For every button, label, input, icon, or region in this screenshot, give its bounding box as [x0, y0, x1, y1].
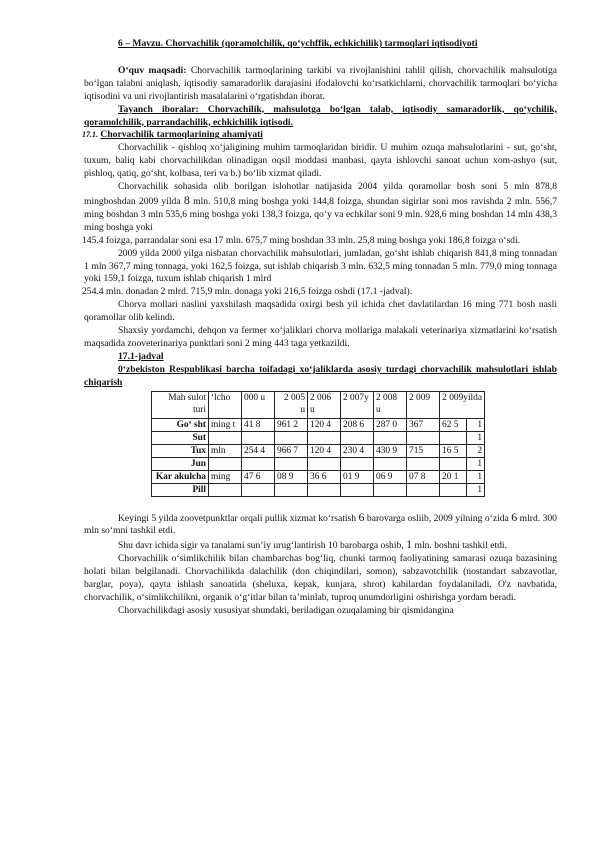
table-row: [152, 418, 485, 431]
table-cell: [242, 431, 275, 444]
table-cell: [242, 418, 275, 431]
table-cell: [374, 483, 407, 496]
paragraph-2-continued: 145.4 foizga, parrandalar soni esa 17 mln. 675,7 ming boshdan 33 mln. 25,8 ming boshga yoki 186,8 foizga o‘sdi.: [82, 234, 521, 246]
section-title: Chorvachilik tarmoqlarining ahamiyati: [100, 129, 263, 141]
table-cell-text: Go‘ sht: [176, 419, 206, 430]
paragraph-3-continued: 254.4 mln. donadan 2 mlrd. 715,9 mln. donaga yoki 216,5 foizga oshdi (17.1 -jadval).: [82, 286, 413, 298]
table-cell-text: 120 4: [310, 445, 332, 456]
table-cell: [341, 457, 374, 470]
table-header-row: [152, 391, 485, 418]
paragraph-6-text-b: barovarga osliib, 2009 yilning o‘zida: [364, 512, 512, 524]
table-cell-text: 230 4: [343, 445, 365, 456]
table-cell: [407, 470, 440, 483]
paragraph-5: Shaxsiy yordamchi, dehqon va fermer xo‘jaliklari chorva mollariga malakali veterinariya xizmatlarini ko‘rsatish maqsadida zooveterinariya punktlari soni 2 ming 443 taga yetkazildi.: [84, 325, 557, 349]
table-cell: [308, 418, 341, 431]
paragraph-4: Chorva mollari naslini yaxshilash maqsadida oxirgi besh yil ichida chet davlatilardan 16 ming 771 bosh nasli qoramollar olib kelindi.: [84, 299, 557, 324]
table-cell: [275, 457, 308, 470]
table-cell: [209, 470, 242, 483]
table-cell: [275, 431, 308, 444]
table-cell: [308, 483, 341, 496]
table-row: [152, 470, 485, 483]
table-cell: [275, 483, 308, 496]
table-cell-text: Tux: [190, 445, 206, 456]
table-cell-text: Pill: [192, 484, 206, 495]
paragraph-8: Chorvachilik o‘simlikchilik bilan chambarchas bog‘liq, chunki tarmoq faoliyatining samarasi ozuqa bazasining holati bilan belgilanadi. Chorvachilikda dalachilik (don chiqindilari, somon), sabzavotchilik (nostandart sabzavotlar, barglar, poya), qayta ishlash sanoatida (sheluxa, kepak, kunjara, shrot) kabilardan foydalaniladi. O'z navbatida, chorvachilik, o‘simlikchilikni, organik o‘g‘itlar bilan ta’minlab, tuproq unumdorligini oshirishga yordam beradi.: [84, 553, 557, 603]
table-cell: [407, 483, 440, 496]
table-cell-text: 120 4: [310, 419, 332, 430]
table-cell: [467, 431, 485, 444]
table-cell: [467, 444, 485, 457]
table-cell-text: 2: [477, 445, 482, 456]
table-cell: [308, 444, 341, 457]
table-cell-text: 36 6: [310, 471, 327, 482]
paragraph-6-number: 6: [358, 509, 365, 524]
table-row: [152, 431, 485, 444]
table-cell: [209, 418, 242, 431]
table-cell-text: 1: [477, 484, 482, 495]
table-cell-text: 430 9: [376, 445, 398, 456]
goal-label: O‘quv maqsadi:: [118, 64, 187, 76]
table-cell: [467, 457, 485, 470]
table-cell-text: 1: [477, 432, 482, 443]
table-label: 17.1-jadval: [118, 350, 164, 362]
paragraph-6-text-a: Keyingi 5 yilda zoovetpunktlar orqali pullik xizmat ko‘rsatish: [118, 512, 359, 524]
table-header-cell: ‘lcho: [209, 391, 242, 418]
table-cell: [440, 418, 467, 431]
paragraph-7-number: 1: [406, 537, 413, 552]
table-cell: [467, 470, 485, 483]
table-cell: [440, 457, 467, 470]
table-cell: [341, 470, 374, 483]
table-cell: [467, 483, 485, 496]
section-number: 17.1.: [82, 130, 98, 140]
document-page: [84, 38, 557, 618]
table-cell: [275, 418, 308, 431]
table-cell: [374, 470, 407, 483]
section-heading: [82, 129, 557, 142]
table-header-cell: 2 009yilda: [440, 391, 485, 418]
table-cell: [341, 444, 374, 457]
table-cell-text: 1: [477, 471, 482, 482]
table-cell-text: Jun: [190, 458, 206, 469]
table-cell: [467, 418, 485, 431]
table-row: [152, 483, 485, 496]
table-header-cell: 2 006 u: [308, 391, 341, 418]
table-cell: [152, 470, 209, 483]
table-cell: [374, 418, 407, 431]
paragraph-3: 2009 yilda 2000 yilga nisbatan chorvachilik mahsulotlari, jumladan, go‘sht ishlab chiqarish 841,8 ming tonnadan 1 mln 367,7 ming tonnaga, yoki 162,5 foizga, sut ishlab chiqarish 3 mln. 632,5 ming tonnadan 5 mln. 779,0 ming tonnaga yoki 159,1 foizga, tuxum ishlab chiqarish 1 mlrd: [84, 247, 557, 285]
table-cell-text: 1: [477, 419, 482, 430]
keywords: Tayanch iboralar: Chorvachilik, mahsulotga bo‘lgan talab, iqtisodiy samaradorlik, qo‘ychilik, qoramolchilik, parrandachilik, echkichilik iqtisodi.: [84, 103, 557, 128]
table-cell: [440, 470, 467, 483]
table-cell: [374, 444, 407, 457]
table-header-cell: 2 005 u: [275, 391, 308, 418]
paragraph-2: [84, 181, 557, 235]
table-cell-text: 961 2: [277, 419, 299, 430]
table-cell-text: 287 0: [376, 419, 398, 430]
table-cell: [209, 483, 242, 496]
paragraph-7: [84, 538, 557, 553]
table-cell-text: 47 6: [244, 471, 261, 482]
table-cell: [440, 483, 467, 496]
page-title: 6 – Mavzu. Chorvachilik (qoramolchilik, qo‘ychffik, echkichilik) tarmoqlari iqtisodiyoti: [118, 38, 478, 49]
table-cell-text: 966 7: [277, 445, 299, 456]
table-cell: [407, 444, 440, 457]
paragraph-2-text-a: Chorvachilik sohasida olib borilgan islohotlar natijasida 2004 yilda qoramollar bosh soni 5 mln 878,8 mingboshdan 2009 yilda: [84, 181, 557, 207]
table-cell: [440, 431, 467, 444]
table-cell: [152, 457, 209, 470]
paragraph-7-text-b: mln. boshni tashkil etdi.: [412, 540, 507, 552]
table-cell: [242, 444, 275, 457]
table-cell: [209, 457, 242, 470]
paragraph-1: Chorvachilik - qishloq xo‘jaligining muhim tarmoqlaridan biridir. U muhim ozuqa mahsulotlarini - sut, go‘sht, tuxum, baliq kabi chorvachilikdan olinadigan oqsil moddasi manbasi, qayta ishlovchi sanoat uchun xom-ashyo (sut, pishloq, qatiq, go‘sht, kolbasa, teri va b.) bo‘lib xizmat qiladi.: [84, 142, 557, 180]
table-cell: [341, 483, 374, 496]
production-table: [151, 391, 485, 497]
table-cell: [407, 431, 440, 444]
table-cell: [308, 457, 341, 470]
table-cell: [275, 444, 308, 457]
table-cell-text: 20 1: [442, 471, 459, 482]
table-cell: [440, 444, 467, 457]
table-header-cell: Mah sulot turi: [152, 391, 209, 418]
table-header-cell: 2 008 u: [374, 391, 407, 418]
table-title: 0‘zbekiston Respublikasi barcha toifadagi xo‘jaliklarda asosiy turdagi chorvachilik mahsulotlari ishlab chiqarish: [84, 363, 557, 388]
table-cell: [209, 444, 242, 457]
table-cell-text: 16 5: [442, 445, 459, 456]
table-cell: [308, 431, 341, 444]
table-cell-text: 07 8: [409, 471, 426, 482]
table-cell: [341, 418, 374, 431]
table-cell-text: 208 6: [343, 419, 365, 430]
table-cell: [374, 457, 407, 470]
table-cell-text: 715: [409, 445, 424, 456]
table-cell: [242, 470, 275, 483]
goal-text: Chorvachilik tarmoqlarining tarkibi va rivojlanishini tahlil qilish, chorvachilik mahsulotiga bo‘lgan talabni aniqlash, iqtisodiy samaradorlik darajasini ifodalovchi ko‘rsatkichlarni, chorvachilik tarmoqlari bo‘yicha iqtisodini va uni rivojlantirish masalalarini o‘rgatishdan iborat.: [84, 64, 557, 102]
table-cell: [341, 431, 374, 444]
table-cell: [407, 457, 440, 470]
table-row: [152, 444, 485, 457]
table-cell: [152, 483, 209, 496]
table-cell-text: Kar akulcha: [155, 471, 206, 482]
paragraph-9: Chorvachilikdagi asosiy xususiyat shundaki, beriladigan ozuqalaming bir qismidangina: [118, 604, 454, 616]
table-cell: [242, 457, 275, 470]
table-cell-text: 62 5: [442, 419, 459, 430]
table-cell: [242, 483, 275, 496]
table-row: [152, 457, 485, 470]
table-cell: [374, 431, 407, 444]
paragraph-6-number-2: 6: [511, 509, 518, 524]
table-cell-text: 367: [409, 419, 424, 430]
table-header-cell: 2 007y: [341, 391, 374, 418]
table-cell: [308, 470, 341, 483]
table-cell-text: 254 4: [244, 445, 266, 456]
paragraph-2-number: 8: [183, 192, 190, 207]
table-cell: [152, 418, 209, 431]
table-cell-text: 06 9: [376, 471, 393, 482]
paragraph-2-text-b: mln. 510,8 ming boshga yoki 144,8 foizga, shundan sigirlar soni mos ravishda 2 mln. 556,7 ming boshdan 3 mln 535,6 ming boshga yoki 138,3 foizga, qo‘y va echkilar soni 9 mln. 928,6 ming boshdan 14 mln 438,3 ming boshga yoki: [84, 195, 558, 233]
paragraph-7-text-a: Shu davr ichida sigir va tanalami sun’iy urug‘lantirish 10 barobarga oshib,: [118, 540, 407, 552]
table-cell-text: mln: [211, 445, 226, 456]
table-cell-text: 1: [477, 458, 482, 469]
table-cell-text: ming t: [211, 419, 236, 430]
paragraph-6: [84, 511, 557, 539]
table-cell-text: 41 8: [244, 419, 261, 430]
table-cell: [407, 418, 440, 431]
table-cell-text: Sut: [192, 432, 206, 443]
table-cell: [275, 470, 308, 483]
table-cell: [152, 444, 209, 457]
table-cell-text: 01 9: [343, 471, 360, 482]
paragraph-6-text-c: mlrd. 300 mln so‘mni tashkil etdi.: [84, 512, 557, 537]
goal-paragraph: [84, 65, 557, 104]
table-header-cell: 000 u: [242, 391, 275, 418]
table-cell-text: ming: [211, 471, 231, 482]
table-cell: [152, 431, 209, 444]
table-cell-text: 08 9: [277, 471, 294, 482]
table-cell: [209, 431, 242, 444]
table-header-cell: 2 009: [407, 391, 440, 418]
